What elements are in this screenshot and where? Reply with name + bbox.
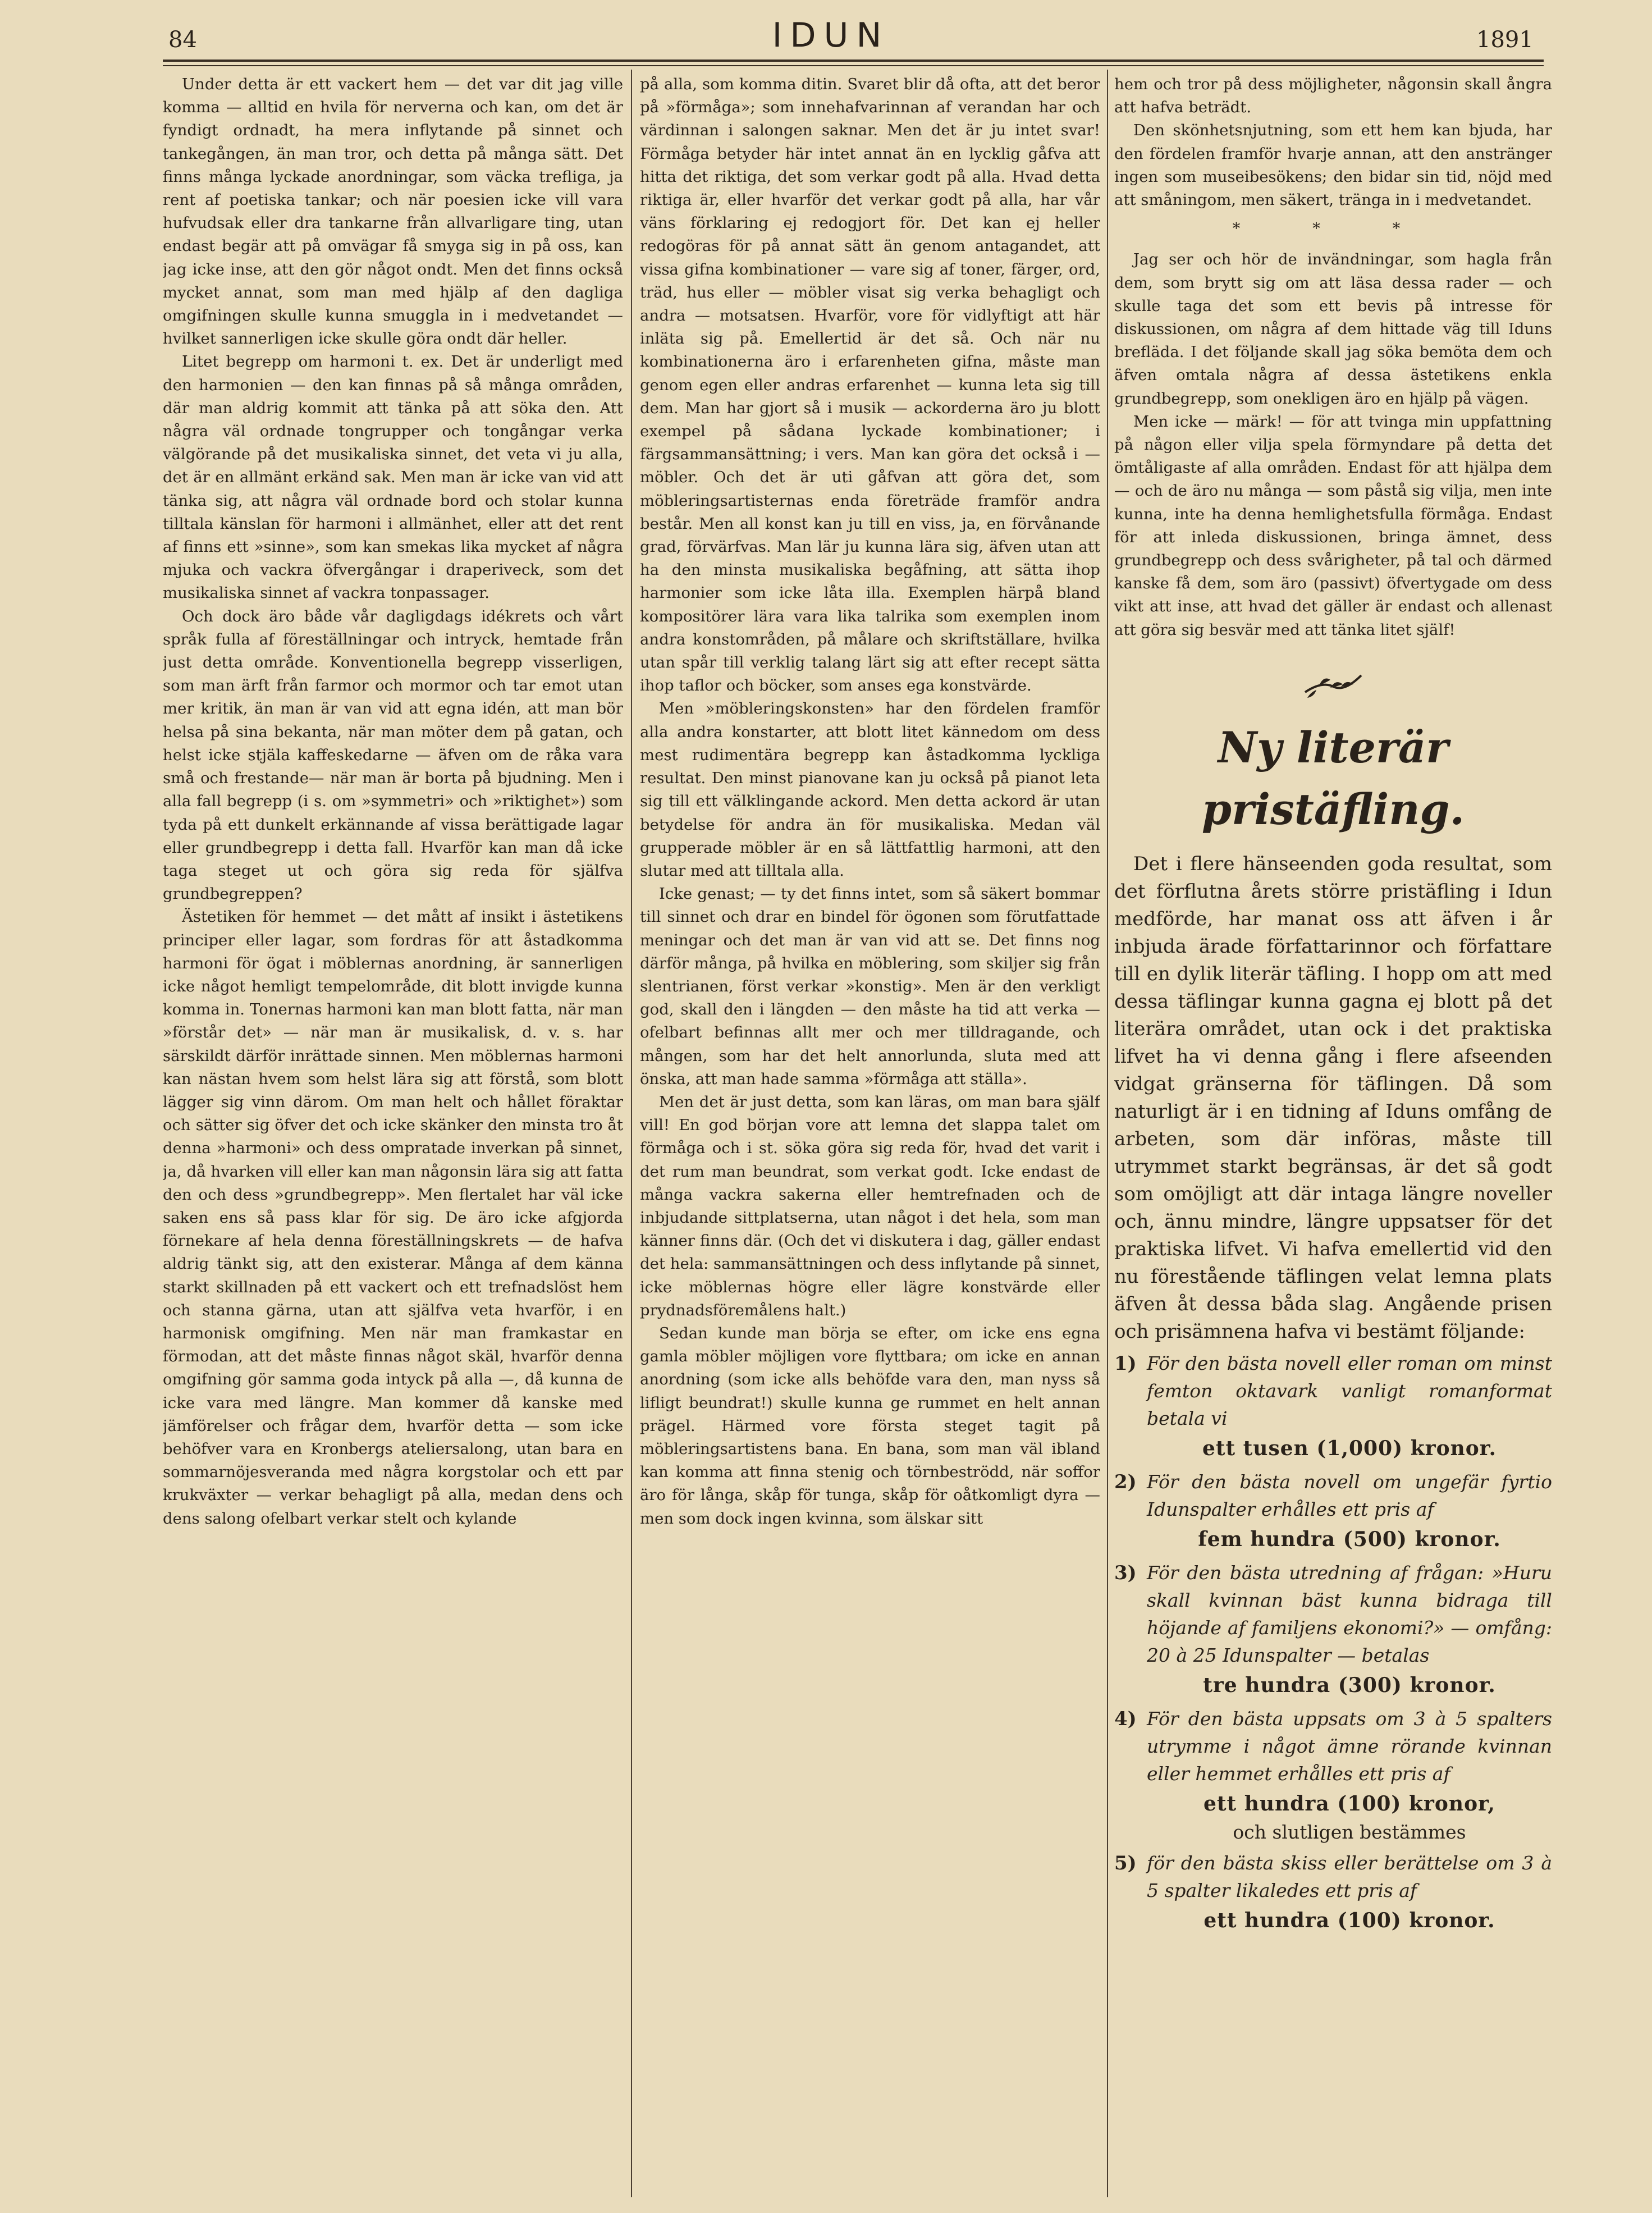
prize-item <box>1114 1560 1552 1701</box>
prize-item <box>1114 1850 1552 1936</box>
prize-number: 3) <box>1114 1561 1137 1584</box>
paragraph: Och dock äro både vår dagligdags idékrets och vårt språk fulla af föreställningar och intryck, hemtade från just detta område. Konventionella begrepp visserligen, som man ärft från farmor och mormor och tar emot utan mer kritik, än man är van vid att egna idén, att man bör helsa på sina bekanta, när man möter dem på gatan, och helst icke stjäla kaffeskedarne — äfven om de råka vara små och frestande— när man är borta på bjudning. Men i alla fall begrepp (i s. om »symmetri» och »riktighet») som tyda på ett dunkelt erkännande af vissa berättigade lagar eller grundbegrepp i detta fall. Hvarför kan man då icke taga steget ut och göra sig reda för själfva grundbegreppen? <box>163 607 623 903</box>
paragraph: på alla, som komma ditin. Svaret blir då ofta, att det beror på »förmåga»; som innehafvarinnan af verandan har och värdinnan i salongen saknar. Men det är ju intet svar! Förmåga betyder här intet annat än en lycklig gåfva att hitta det riktiga, det som verkar godt på alla. Hvad detta riktiga är, eller hvarför det verkar godt på alla, har vår väns förklaring ej redogjort för. Det kan ej heller redogöras för på annat sätt än genom antagandet, att vissa gifna kombinationer — vare sig af toner, färger, ord, träd, hus eller — möbler visat sig verka behagligt och andra — motsatsen. Hvarför, vore för vidlyftigt att här inläta sig på. Emellertid är det så. Och när nu kombinationerna äro i erfarenheten gifna, måste man genom egen eller andras erfarenhet — kunna leta sig till dem. Man har gjort så i musik — ackorderna äro ju blott exempel på sådana lyckade kombinationer; i färgsammansättning; i vers. Man kan göra det också i — möbler. Och det är uti gåfvan att göra det, som möbleringsartisternas enda företräde framför andra består. Men all konst kan ju till en viss, ja, en förvånande grad, förvärfvas. Man lär ju kunna lära sig, äfven utan att ha den minsta musikaliska begåfning, att sätta ihop harmonier som icke låta illa. Exemplen härpå bland kompositörer lära vara lika talrika som exemplen inom andra konstområden, på målare och skriftställare, hvilka utan spår till verklig talang lärt sig att efter recept sätta ihop taflor och böcker, som anses ega konstvärde. <box>640 75 1100 695</box>
paragraph: Sedan kunde man börja se efter, om icke ens egna gamla möbler möjligen vore flyttbara; om icke en annan anordning (som icke alls behöfde vara den, man nyss så lifligt beundrat!) skulle kunna ge rummet en helt annan prägel. Härmed vore första steget tagit på möbleringsartistens bana. En bana, som man väl ibland kan komma att finna stenig och törnbeströdd, när soffor äro för långa, skåp för tunga, skåp för oåtkomligt dyra — men som dock ingen kvinna, som älskar sitt <box>640 1324 1100 1528</box>
paragraph: Men »möbleringskonsten» har den fördelen framför alla andra konstarter, att blott litet kännedom om dess mest rudimentära begrepp kan åstadkomma lyckliga resultat. Den minst pianovane kan ju också på pianot leta sig till ett välklingande ackord. Men detta ackord är utan betydelse för andra än för musikaliska. Medan väl grupperade möbler är en så lättfattlig harmoni, att den slutar med att tilltala alla. <box>640 699 1100 880</box>
prize-amount: tre hundra (300) kronor. <box>1203 1673 1496 1697</box>
paragraph: Jag ser och hör de invändningar, som hagla från dem, som brytt sig om att läsa dessa rader — och skulle taga det som ett bevis på intresse för diskussionen, om några af dem hittade väg till Iduns brefläda. I det följande skall jag söka bemöta dem och äfven omtala några af dessa ästetikens enkla grundbegrepp, som onekligen äro en hjälp på vägen. <box>1114 250 1552 408</box>
section-break-stars: * * * <box>1232 220 1434 238</box>
prize-amount: ett hundra (100) kronor. <box>1203 1908 1495 1932</box>
paragraph: Icke genast; — ty det finns intet, som så säkert bommar till sinnet och drar en bindel för ögonen som förutfattade meningar och det man är van vid att se. Det finns nog därför många, på hvilka en möblering, som skiljer sig från slentrianen, först verkar »konstig». Men är den verkligt god, skall den i längden — den måste ha tid att verka — ofelbart befinnas allt mer och mer tilldragande, och mången, som har det helt annorlunda, sluta med att önska, att man hade samma »förmåga att ställa». <box>640 885 1100 1088</box>
prize-item <box>1114 1350 1552 1464</box>
header-rule <box>163 60 1544 62</box>
prize-item <box>1114 1469 1552 1555</box>
page-header <box>0 0 1652 67</box>
prize-description: För den bästa utredning af frågan: »Huru skall kvinnan bäst kunna bidraga till höjande af familjens ekonomi?» — omfång: 20 à 25 Idunspalter — betalas <box>1147 1561 1552 1666</box>
paragraph: Under detta är ett vackert hem — det var dit jag ville komma — alltid en hvila för nerverna och kan, om det är fyndigt ordnadt, ha mera inflytande på sinnet och tankegången, än man tror, och detta på många sätt. Det finns många lyckade anordningar, som väcka trefliga, ja rent af poetiska tankar; och när poesien icke vill vara hufvudsak eller dra tankarne från allvarligare ting, utan endast begär att på omvägar få smyga sig in på oss, kan jag icke inse, att den gör något ondt. Men det finns också mycket annat, som man med hjälp af den dagliga omgifningen skulle kunna smuggla in i medvetandet — hvilket sannerligen icke skulle göra ondt där heller. <box>163 75 623 348</box>
prize-connector-text: och slutligen bestämmes <box>1233 1821 1466 1843</box>
prize-description: För den bästa novell om ungefär fyrtio Idunspalter erhålles ett pris af <box>1147 1470 1552 1520</box>
column-divider <box>631 70 632 2197</box>
competition-intro: Det i flere hänseenden goda resultat, som det förflutna årets större pristäfling i Idun medförde, har manat oss att äfven i år inbjuda ärade författarinnor och författare till en dylik literär täfling. I hopp om att med dessa täflingar kunna gagna ej blott på det literära området, utan ock i det praktiska lifvet ha vi denna gång i flere afseenden vidgat gränserna för täflingen. Då som naturligt är i en tidning af Iduns omfång de arbeten, som där införas, måste till utrymmet starkt begränsas, är det så godt som omöjligt att där intaga längre noveller och, ännu mindre, längre uppsatser för det praktiska lifvet. Vi hafva emellertid vid den nu förestående täflingen velat lemna plats äfven åt dessa båda slag. Angående prisen och prisämnena hafva vi bestämt följande: <box>1114 852 1552 1343</box>
column-1 <box>163 73 623 2195</box>
prize-item <box>1114 1706 1552 1845</box>
paragraph: Men icke — märk! — för att tvinga min uppfattning på någon eller vilja spela förmyndare på detta det ömtåligaste af alla områden. Endast för att hjälpa dem — och de äro nu många — som påstå sig vilja, men inte kunna, inte ha denna hemlighetsfulla förmåga. Endast för att inleda diskussionen, bringa ämnet, dess grundbegrepp och dess svårigheter, på tal och därmed kanske få dem, som äro (passivt) öfvertygade om dess vikt att inse, att hvad det gäller är endast och allenast att göra sig besvär med att tänka litet själf! <box>1114 412 1552 639</box>
header-rule-thin <box>163 65 1544 66</box>
publication-title: IDUN <box>772 16 890 55</box>
publication-year: 1891 <box>1476 27 1534 53</box>
competition-title: Ny literär pristäfling. <box>1201 722 1465 834</box>
paragraph: hem och tror på dess möjligheter, någonsin skall ångra att hafva beträdt. <box>1114 75 1552 117</box>
column-divider <box>1107 70 1108 2197</box>
page-number: 84 <box>168 27 197 53</box>
prize-amount: ett tusen (1,000) kronor. <box>1202 1436 1497 1460</box>
column-2 <box>640 73 1100 2195</box>
paragraph: Den skönhetsnjutning, som ett hem kan bjuda, har den fördelen framför hvarje annan, att den anstränger ingen som museibesökens; den bidar sin tid, nöjd med att småningom, men säkert, tränga in i medvetandet. <box>1114 121 1552 209</box>
prize-description: För den bästa novell eller roman om minst femton oktavark vanligt romanformat betala vi <box>1147 1352 1552 1429</box>
prize-description: för den bästa skiss eller berättelse om 3 à 5 spalter likaledes ett pris af <box>1147 1851 1552 1901</box>
ornament-icon <box>1114 664 1552 703</box>
prize-number: 5) <box>1114 1851 1137 1874</box>
paragraph: Litet begrepp om harmoni t. ex. Det är underligt med den harmonien — den kan finnas på så många områden, där man aldrig kommit att tänka på att söka den. Att några väl ordnade tongrupper och tongångar verka välgörande på det musikaliska sinnet, det veta vi ju alla, det är en allmänt erkänd sak. Men man är icke van vid att tänka sig, att några väl ordnade bord och stolar kunna tilltala känslan för harmoni i allmänhet, eller att det rent af finns ett »sinne», som kan smekas lika mycket af några mjuka och vackra öfvergångar i draperiveck, som det musikaliska sinnet af vackra tonpassager. <box>163 353 623 602</box>
prize-number: 2) <box>1114 1470 1137 1493</box>
prize-number: 4) <box>1114 1707 1137 1730</box>
paragraph: Men det är just detta, som kan läras, om man bara själf vill! En god början vore att lemna det slappa talet om förmåga och i st. söka göra sig reda för, hvad det varit i det rum man beundrat, som verkat godt. Icke endast de många vackra sakerna eller hemtrefnaden och de inbjudande sittplatserna, utan något i det hela, som man känner finns där. (Och det vi diskutera i dag, gäller endast det hela: sammansättningen och dess inflytande på sinnet, icke möblernas högre eller lägre konstvärde eller prydnadsföremålens halt.) <box>640 1092 1100 1319</box>
prize-amount: ett hundra (100) kronor, <box>1203 1791 1495 1816</box>
prize-amount: fem hundra (500) kronor. <box>1198 1527 1501 1551</box>
prize-description: För den bästa uppsats om 3 à 5 spalters utrymme i något ämne rörande kvinnan eller hemmet erhålles ett pris af <box>1147 1707 1552 1785</box>
paragraph: Ästetiken för hemmet — det mått af insikt i ästetikens principer eller lagar, som fordras för att åstadkomma harmoni för ögat i möblernas anordning, är sannerligen icke något hemligt tempelområde, dit blott invigde kunna komma in. Tonernas harmoni kan man blott fatta, när man »förstår det» — när man är musikalisk, d. v. s. har särskildt därför inrättade sinnen. Men möblernas harmoni kan nästan hvem som helst lära sig att förstå, som blott lägger sig vinn därom. Om man helt och hållet föraktar och sätter sig öfver det och icke skänker den minsta tro åt denna »harmoni» och dess ompratade inverkan på sinnet, ja, då hvarken vill eller kan man någonsin lära sig att fatta den och dess »grundbegrepp». Men flertalet har väl icke saken ens så pass klar för sig. De äro icke afgjorda förnekare af hela denna föreställningskrets — de hafva aldrig tänkt sig, att den existerar. Många af dem känna starkt skillnaden på ett vackert och ett trefnadslöst hem och stanna gärna, utan att själfva veta hvarför, i en harmonisk omgifning. Men när man framkastar en förmodan, att det måste finnas något skäl, hvarför denna omgifning gör samma goda intyck på alla —, då kunna de icke vara med längre. Man kommer då kanske med jämförelser och frågar dem, hvarför detta — som icke behöfver vara en Kronbergs ateliersalong, utan bara en sommarnöjesveranda med några korgstolar och ett par krukväxter — verkar behagligt på alla, medan dens och dens salong ofelbart verkar stelt och kylande <box>163 908 623 1528</box>
column-3 <box>1114 73 1552 2195</box>
prize-number: 1) <box>1114 1352 1137 1375</box>
